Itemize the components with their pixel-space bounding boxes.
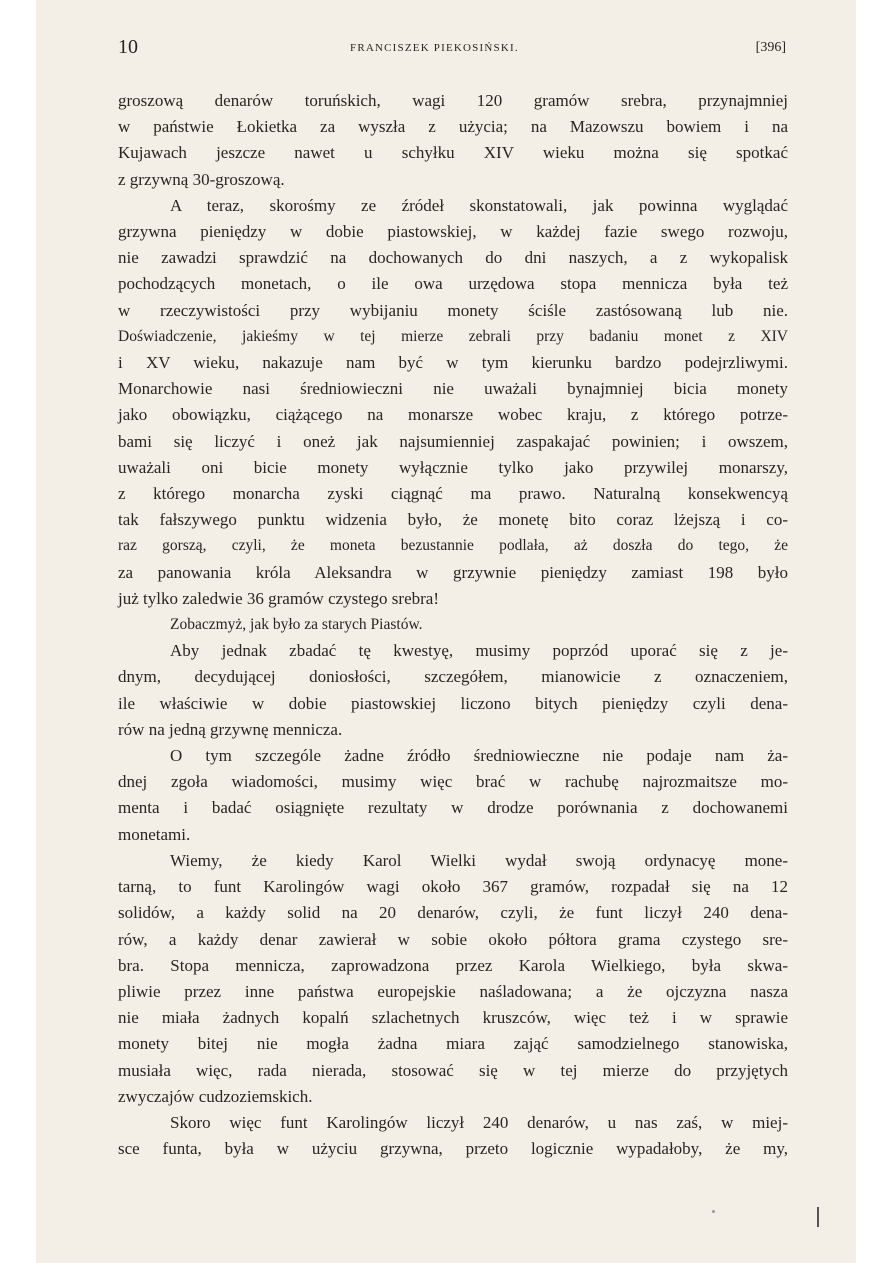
text-line: sce funta, była w użyciu grzywna, przeto logicznie wypadałoby, że my, — [118, 1139, 788, 1159]
text-line: Zobaczmyż, jak było za starych Piastów. — [170, 616, 423, 634]
text-line: groszową denarów toruńskich, wagi 120 gramów srebra, przynajmniej — [118, 91, 788, 110]
text-line: solidów, a każdy solid na 20 denarów, czyli, że funt liczył 240 dena- — [118, 903, 788, 923]
text-line: rów na jedną grzywnę mennicza. — [118, 719, 343, 739]
text-line: jako obowiązku, ciążącego na monarsze wobec kraju, z którego potrze- — [118, 405, 788, 425]
text-line: Aby jednak zbadać tę kwestyę, musimy poprzód uporać się z je- — [170, 641, 788, 661]
text-line: zwyczajów cudzoziemskich. — [118, 1086, 313, 1106]
text-line: tak fałszywego punktu widzenia było, że monetę bito coraz lżejszą i co- — [118, 510, 788, 530]
text-line: ile właściwie w dobie piastowskiej liczono bitych pieniędzy czyli dena- — [118, 693, 788, 713]
text-line: raz gorszą, czyli, że moneta bezustannie podlała, aż doszła do tego, że — [118, 537, 788, 555]
scan-edge-mark — [817, 1207, 819, 1227]
text-line: monetami. — [118, 824, 191, 844]
text-line: z grzywną 30-groszową. — [118, 169, 285, 189]
text-line: już tylko zaledwie 36 gramów czystego srebra! — [118, 588, 439, 608]
text-line: nie miała żadnych kopalń szlachetnych kruszców, więc też i w sprawie — [118, 1008, 788, 1028]
text-line: Kujawach jeszcze nawet u schyłku XIV wieku można się spotkać — [118, 143, 788, 163]
text-line: pliwie przez inne państwa europejskie naśladowana; a że ojczyzna nasza — [118, 981, 788, 1001]
text-line: Monarchowie nasi średniowieczni nie uważali bynajmniej bicia monety — [118, 379, 788, 399]
body-text — [118, 88, 788, 1162]
text-line: O tym szczególe żadne źródło średniowieczne nie podaje nam ża- — [170, 746, 788, 766]
text-line: musiała więc, rada nierada, stosować się w tej mierze do przyjętych — [118, 1060, 788, 1080]
text-line: bami się liczyć i oneż jak najsumienniej zaspakajać powinien; i owszem, — [118, 431, 788, 451]
speck-mark — [712, 1210, 715, 1213]
text-line: za panowania króla Aleksandra w grzywnie pieniędzy zamiast 198 było — [118, 562, 788, 582]
running-title: FRANCISZEK PIEKOSIŃSKI. — [350, 42, 519, 54]
text-line: Wiemy, że kiedy Karol Wielki wydał swoją ordynacyę mone- — [170, 850, 788, 870]
text-line: z którego monarcha zyski ciągnąć ma prawo. Naturalną konsekwencyą — [118, 484, 788, 504]
text-line: w rzeczywistości przy wybijaniu monety ściśle zastósowaną lub nie. — [118, 300, 788, 320]
text-line: Doświadczenie, jakieśmy w tej mierze zebrali przy badaniu monet z XIV — [118, 327, 788, 345]
original-page-ref: [396] — [755, 40, 786, 55]
text-line: pochodzących monetach, o ile owa urzędowa stopa mennicza była też — [118, 274, 788, 294]
text-line: grzywna pieniędzy w dobie piastowskiej, w każdej fazie swego rozwoju, — [118, 222, 788, 242]
page-header — [118, 36, 786, 60]
page-number: 10 — [118, 36, 138, 58]
text-line: tarną, to funt Karolingów wagi około 367 gramów, rozpadał się na 12 — [118, 877, 788, 897]
text-line: rów, a każdy denar zawierał w sobie około półtora grama czystego sre- — [118, 929, 788, 949]
text-line: dnym, decydującej doniosłości, szczegółem, mianowicie z oznaczeniem, — [118, 667, 788, 687]
text-line: monety bitej nie mogła żadna miara zająć samodzielnego stanowiska, — [118, 1034, 788, 1054]
text-line: uważali oni bicie monety wyłącznie tylko jako przywilej monarszy, — [118, 457, 788, 477]
text-line: nie zawadzi sprawdzić na dochowanych do dni naszych, a z wykopalisk — [118, 248, 788, 268]
text-line: dnej zgoła wiadomości, musimy więc brać w rachubę najrozmaitsze mo- — [118, 772, 788, 792]
text-line: bra. Stopa mennicza, zaprowadzona przez Karola Wielkiego, była skwa- — [118, 955, 788, 975]
text-line: menta i badać osiągnięte rezultaty w drodze porównania z dochowanemi — [118, 798, 788, 818]
text-line: Skoro więc funt Karolingów liczył 240 denarów, u nas zaś, w miej- — [170, 1112, 788, 1132]
text-line: A teraz, skorośmy ze źródeł skonstatowali, jak powinna wyglądać — [170, 195, 788, 215]
text-line: i XV wieku, nakazuje nam być w tym kierunku bardzo podejrzliwymi. — [118, 353, 788, 373]
text-line: w państwie Łokietka za wyszła z użycia; na Mazowszu bowiem i na — [118, 117, 788, 137]
